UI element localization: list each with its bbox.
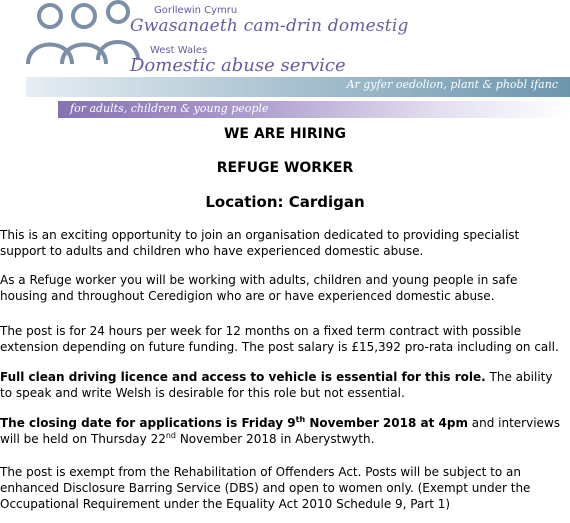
welsh-language-note: The ability to speak and write Welsh is desirable for this role but not essential. — [0, 370, 553, 400]
role-title: REFUGE WORKER — [216, 160, 354, 176]
closing-date-paragraph — [0, 415, 566, 447]
interview-date-text: and interviews will be held on Thursday 22nd November 2018 in Aberystwyth. — [0, 416, 561, 446]
service-name-english: Domestic abuse service — [130, 55, 346, 76]
region-english: West Wales — [150, 45, 208, 56]
tagline-welsh: Ar gyfer oedolion, plant & phobl ifanc — [346, 78, 558, 91]
licence-paragraph — [0, 369, 566, 401]
service-name-welsh: Gwasanaeth cam-drin domestig — [130, 16, 409, 36]
location-heading: Location: Cardigan — [205, 193, 365, 211]
duties-paragraph: As a Refuge worker you will be working with adults, children and young people in safe housing and throughout Ceredigion who are or have experienced domestic abuse. — [0, 273, 518, 303]
exemption-paragraph: The post is exempt from the Rehabilitation of Offenders Act. Posts will be subject to an enhanced Disclosure Barring Service (DBS) and open to women only. (Exempt under the Occupational Requirement under the Equality Act 2010 Schedule 9, Part 1) — [0, 465, 531, 511]
hiring-heading: WE ARE HIRING — [223, 126, 347, 142]
licence-requirement: Full clean driving licence and access to vehicle is essential for this role. — [0, 370, 486, 384]
intro-paragraph: This is an exciting opportunity to join an organisation dedicated to providing specialist support to adults and children who have experienced domestic abuse. — [0, 228, 520, 258]
region-welsh: Gorllewin Cymru — [154, 5, 238, 16]
tagline-english: for adults, children & young people — [70, 102, 269, 115]
people-figures-icon — [22, 0, 142, 70]
closing-date-text: The closing date for applications is Friday 9th November 2018 at 4pm — [0, 415, 468, 430]
terms-paragraph: The post is for 24 hours per week for 12 months on a fixed term contract with possible extension depending on future funding. The post salary is £15,392 pro-rata including on call. — [0, 324, 559, 354]
organisation-logo — [0, 0, 570, 125]
